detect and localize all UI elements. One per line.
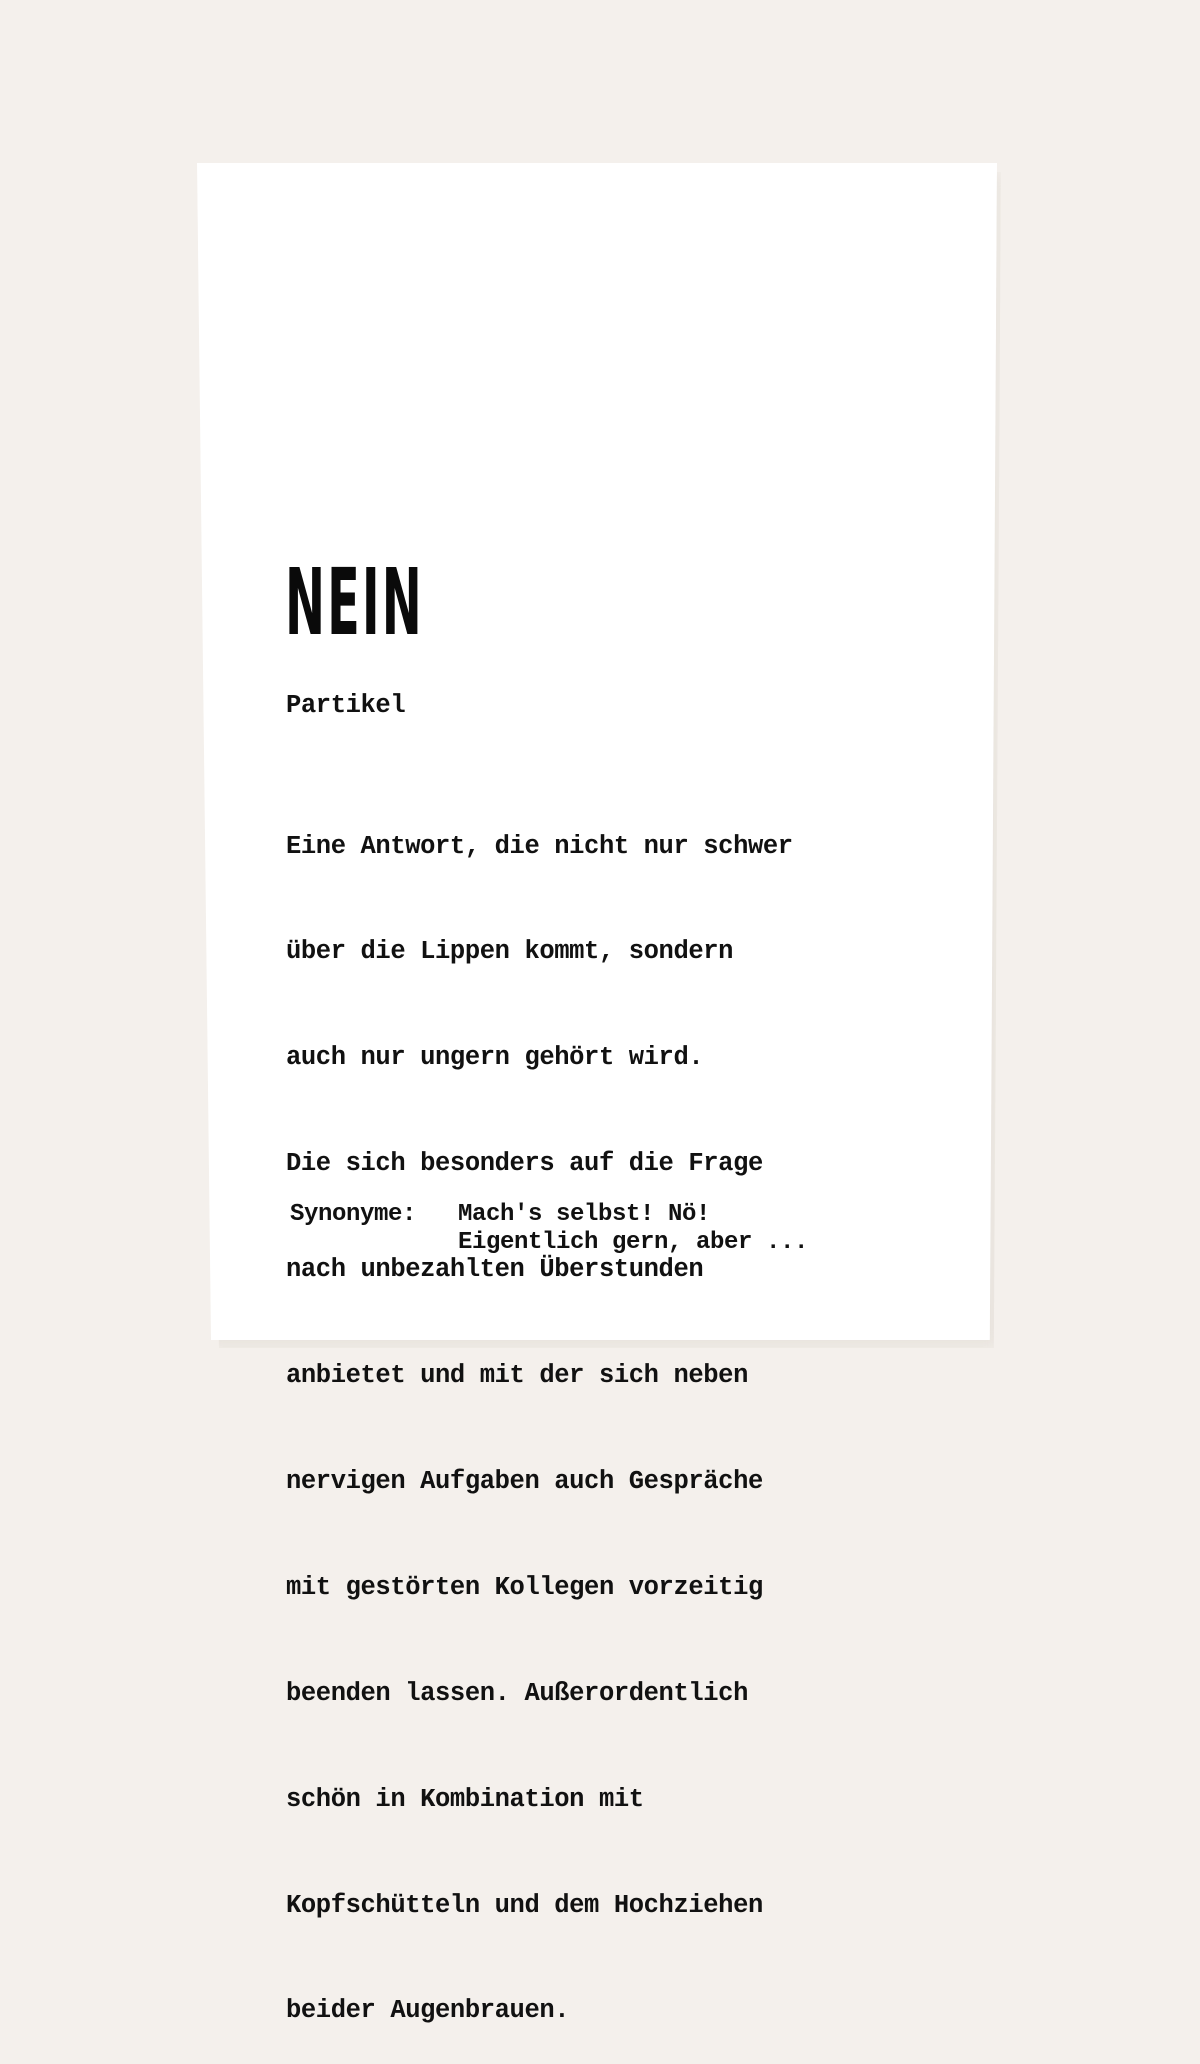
definition-line: über die Lippen kommt, sondern — [286, 937, 734, 967]
synonyms — [290, 1201, 808, 1257]
part-of-speech: Partikel — [286, 691, 406, 720]
definition-line: Eine Antwort, die nicht nur schwer — [286, 831, 793, 861]
definition — [286, 758, 793, 2064]
synonyms-label: Synonyme: — [290, 1201, 417, 1228]
synonym-line: Eigentlich gern, aber ... — [458, 1229, 809, 1256]
synonym-line: Mach's selbst! Nö! — [458, 1201, 711, 1228]
definition-line: Die sich besonders auf die Frage — [286, 1149, 763, 1179]
definition-line: beider Augenbrauen. — [286, 1996, 570, 2026]
definition-line: schön in Kombination mit — [286, 1784, 644, 1814]
definition-line: nervigen Aufgaben auch Gespräche — [286, 1466, 763, 1496]
definition-line: Kopfschütteln und dem Hochziehen — [286, 1890, 763, 1920]
definition-line: beenden lassen. Außerordentlich — [286, 1678, 748, 1708]
definition-line: auch nur ungern gehört wird. — [286, 1043, 704, 1073]
synonyms-values — [458, 1201, 808, 1257]
headword: NEIN — [285, 549, 424, 656]
definition-line: anbietet und mit der sich neben — [286, 1361, 748, 1391]
definition-line: mit gestörten Kollegen vorzeitig — [286, 1572, 763, 1602]
definition-line: nach unbezahlten Überstunden — [286, 1255, 704, 1285]
